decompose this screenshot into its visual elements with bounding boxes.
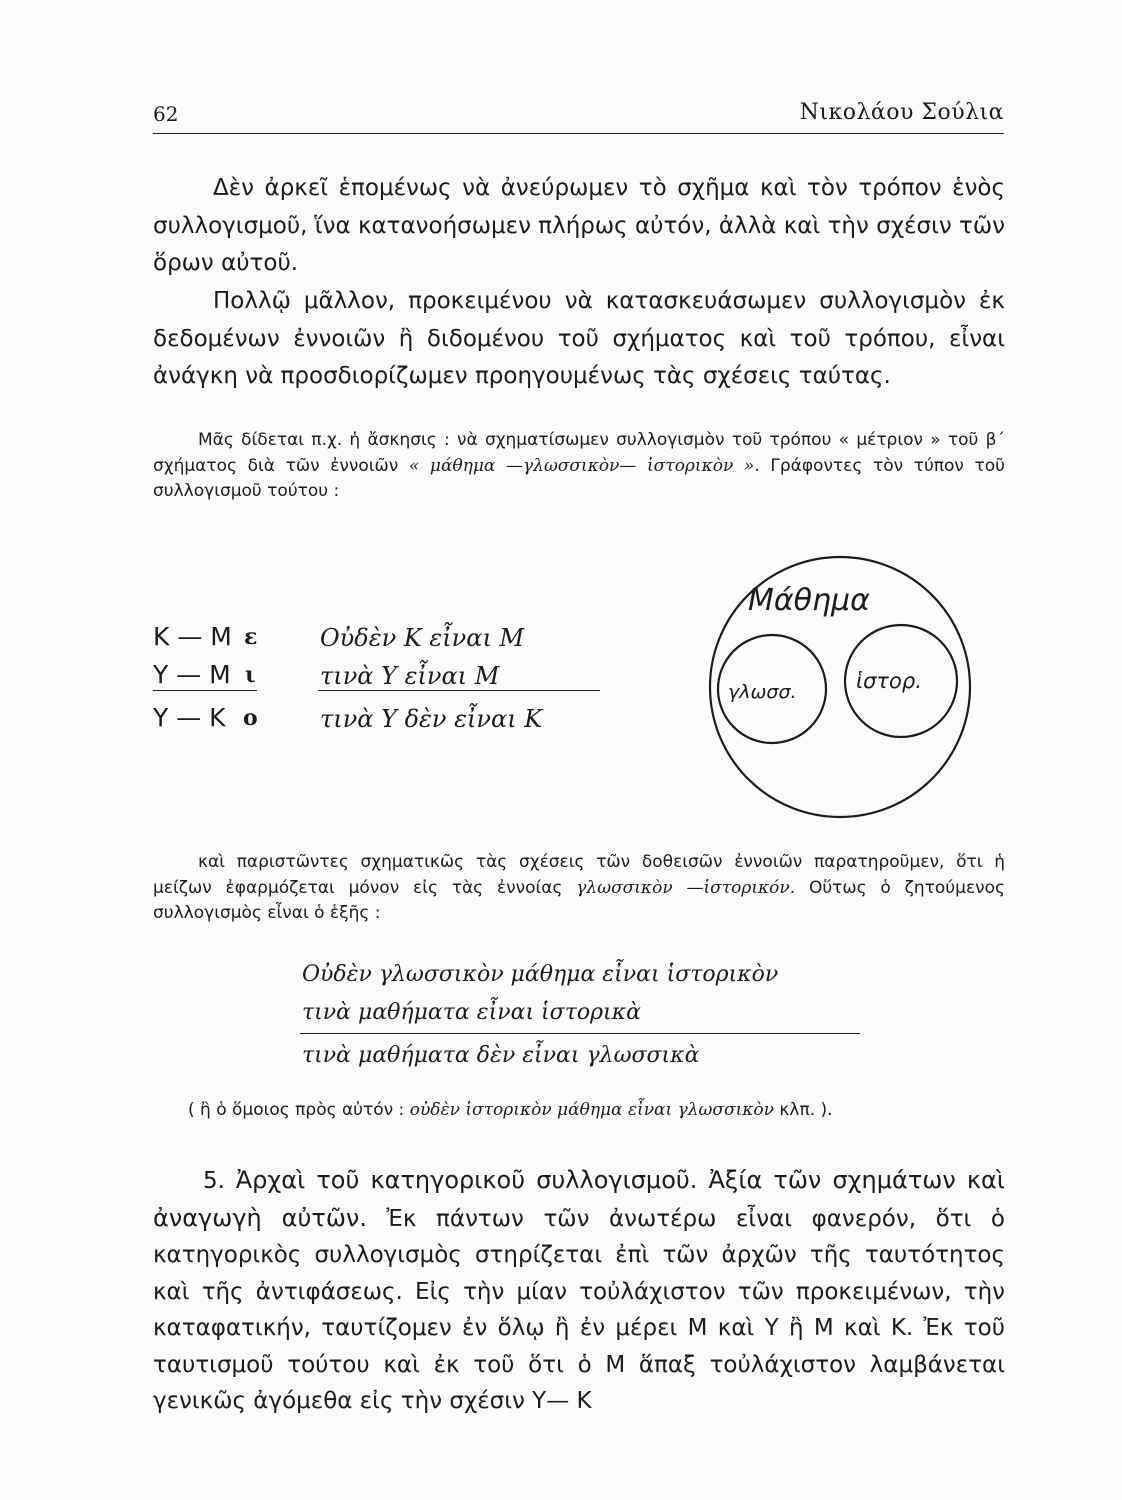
section-title: Ἀρχαὶ τοῦ κατηγορικοῦ συλλογισμοῦ. Ἀξία τῶν σχημάτων καὶ ἀναγωγὴ αὐτῶν. (153, 1166, 1005, 1232)
header-rule (153, 133, 1004, 134)
schema-rule-right (318, 690, 600, 691)
example-terms: « μάθημα —γλωσσικὸν— ἱστορικὸν ». (408, 455, 760, 476)
schema-relation: Υ — Κ (153, 703, 226, 732)
section-number: 5. (203, 1168, 225, 1194)
section-5 (153, 1162, 1005, 1420)
observation-text-b: Οὕτως ὁ ζητούμενος συλλογισμὸς εἶναι ὁ ἑξῆς : (153, 877, 1006, 923)
conclusion-major-premise: Οὐδὲν γλωσσικὸν μάθημα εἶναι ἱστορικὸν (302, 962, 779, 987)
euler-diagram (690, 555, 1010, 825)
right-label: ἱστορ. (856, 669, 922, 693)
schema-mode-letter: ε (244, 624, 258, 650)
intro-paragraph-1 (153, 170, 1005, 283)
schema-mode-letter: ο (243, 705, 258, 731)
intro-paragraph-2-text: Πολλῷ μᾶλλον, προκειμένου νὰ κατασκευάσωμεν συλλογισμὸν ἐκ δεδομένων ἐννοιῶν ἢ διδομένου τοῦ σχήματος καὶ τοῦ τρόπου, εἶναι ἀνάγκη νὰ προσδιορίζωμεν προηγουμένως τὰς σχέσεις ταύτας. (153, 288, 1005, 389)
schema-formula: τινὰ Υ δὲν εἶναι Κ (320, 705, 543, 733)
schema-formula: Οὐδὲν Κ εἶναι Μ (320, 624, 525, 652)
alt-note-suffix: κλπ. ). (774, 1100, 833, 1120)
alternative-note (188, 1100, 833, 1120)
outer-label: Μάθημα (748, 583, 870, 618)
observation-paragraph (153, 850, 1005, 927)
schema-mode-letter: ι (245, 662, 256, 688)
alt-note-prefix: ( ἢ ὁ ὅμοιος πρὸς αὐτόν : (188, 1100, 410, 1120)
intro-paragraph-1-text: Δὲν ἀρκεῖ ἑπομένως νὰ ἀνεύρωμεν τὸ σχῆμα καὶ τὸν τρόπον ἑνὸς συλλογισμοῦ, ἵνα κατανοήσωμεν πλήρως αὐτόν, ἀλλὰ καὶ τὴν σχέσιν τῶν ὅρων αὐτοῦ. (153, 175, 1005, 276)
example-paragraph (153, 428, 1005, 505)
section-body: Ἐκ πάντων τῶν ἀνωτέρω εἶναι φανερόν, ὅτι ὁ κατηγορικὸς συλλογισμὸς στηρίζεται ἐπὶ τῶν ἀρχῶν τῆς ταυτότητος καὶ τῆς ἀντιφάσεως. Εἰς τὴν μίαν τοὐλάχιστον τῶν προκειμένων, τὴν καταφατικήν, ταυτίζομεν ἐν ὅλῳ ἢ ἐν μέρει Μ καὶ Υ ἢ Μ καὶ Κ. Ἐκ τοῦ ταυτισμοῦ τούτου καὶ ἐκ τοῦ ὅτι ὁ Μ ἅπαξ τοὐλάχιστον λαμβάνεται γενικῶς ἀγόμεθα εἰς τὴν σχέσιν Υ— Κ (153, 1205, 1005, 1414)
observation-text-a: καὶ παριστῶντες σχηματικῶς τὰς σχέσεις τῶν δοθεισῶν ἐννοιῶν παρατηροῦμεν, ὅτι ἡ μείζων ἐφαρμόζεται μόνον εἰς τὰς ἐννοίας (153, 852, 1005, 898)
observation-terms: γλωσσικὸν —ἱστορικόν. (576, 877, 796, 898)
example-text-a: Μᾶς δίδεται π.χ. ἡ ἄσκησις : νὰ σχηματίσωμεν συλλογισμὸν τοῦ τρόπου « μέτριον » τοῦ β΄ σχήματος διὰ τῶν ἐννοιῶν (153, 430, 1005, 476)
alt-note-italic: οὐδὲν ἱστορικὸν μάθημα εἶναι γλωσσικὸν (409, 1100, 774, 1120)
intro-paragraph-2 (153, 283, 1005, 396)
running-title: Νικολάου Σούλια (799, 100, 1004, 125)
left-label: γλωσσ. (728, 681, 797, 703)
page-number: 62 (153, 102, 179, 126)
conclusion-minor-premise: τινὰ μαθήματα εἶναι ἱστορικὰ (302, 1000, 641, 1025)
schema-relation: Υ — Μ (153, 660, 231, 689)
example-text-b: Γράφοντες τὸν τύπον τοῦ συλλογισμοῦ τούτου : (153, 455, 1006, 501)
schema-formula: τινὰ Υ εἶναι Μ (320, 662, 500, 690)
schema-relation: Κ — Μ (153, 622, 232, 651)
conclusion-line: τινὰ μαθήματα δὲν εἶναι γλωσσικὰ (302, 1043, 700, 1068)
schema-rule-left (153, 690, 257, 691)
conclusion-rule (300, 1033, 860, 1034)
